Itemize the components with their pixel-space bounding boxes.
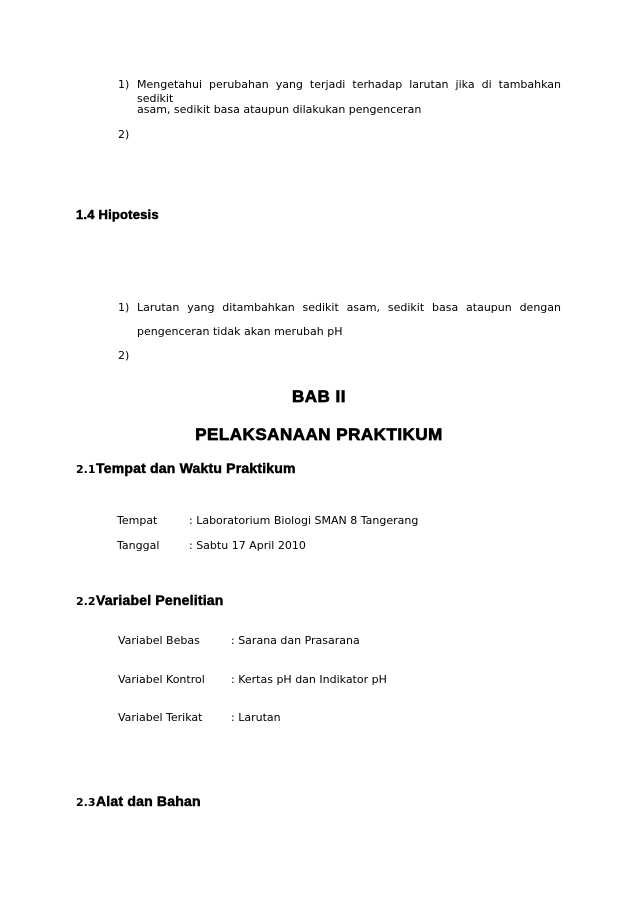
- place-label: Tempat: [117, 514, 158, 527]
- objective-item-2-number: 2): [118, 128, 130, 141]
- date-value: : Sabtu 17 April 2010: [189, 539, 306, 552]
- section-2-3-title: Alat dan Bahan: [96, 793, 201, 809]
- chapter-title: PELAKSANAAN PRAKTIKUM: [195, 425, 443, 444]
- objective-item-1-number: 1): [118, 78, 130, 91]
- section-2-1-number: 2.1: [76, 463, 96, 476]
- control-variable-label: Variabel Kontrol: [118, 673, 205, 686]
- date-label: Tanggal: [117, 539, 160, 552]
- place-value: : Laboratorium Biologi SMAN 8 Tangerang: [189, 514, 419, 527]
- chapter-label: BAB II: [292, 387, 346, 406]
- independent-variable-label: Variabel Bebas: [118, 634, 200, 647]
- hypothesis-item-1-number: 1): [118, 301, 130, 314]
- hypothesis-item-1-line-2: pengenceran tidak akan merubah pH: [137, 325, 343, 338]
- objective-item-1-line-2: asam, sedikit basa ataupun dilakukan pengenceran: [137, 103, 422, 116]
- hypothesis-heading: 1.4 Hipotesis: [76, 207, 159, 222]
- section-2-2-title: Variabel Penelitian: [96, 592, 224, 608]
- section-2-2-number: 2.2: [76, 595, 96, 608]
- dependent-variable-label: Variabel Terikat: [118, 711, 203, 724]
- section-2-3-number: 2.3: [76, 796, 96, 809]
- hypothesis-item-2-number: 2): [118, 349, 130, 362]
- hypothesis-item-1-line-1: Larutan yang ditambahkan sedikit asam, sedikit basa ataupun dengan: [137, 301, 561, 314]
- independent-variable-value: : Sarana dan Prasarana: [231, 634, 360, 647]
- dependent-variable-value: : Larutan: [231, 711, 281, 724]
- control-variable-value: : Kertas pH dan Indikator pH: [231, 673, 387, 686]
- section-2-1-title: Tempat dan Waktu Praktikum: [96, 460, 296, 476]
- objective-item-1-line-1: Mengetahui perubahan yang terjadi terhadap larutan jika di tambahkan sedikit: [137, 78, 561, 105]
